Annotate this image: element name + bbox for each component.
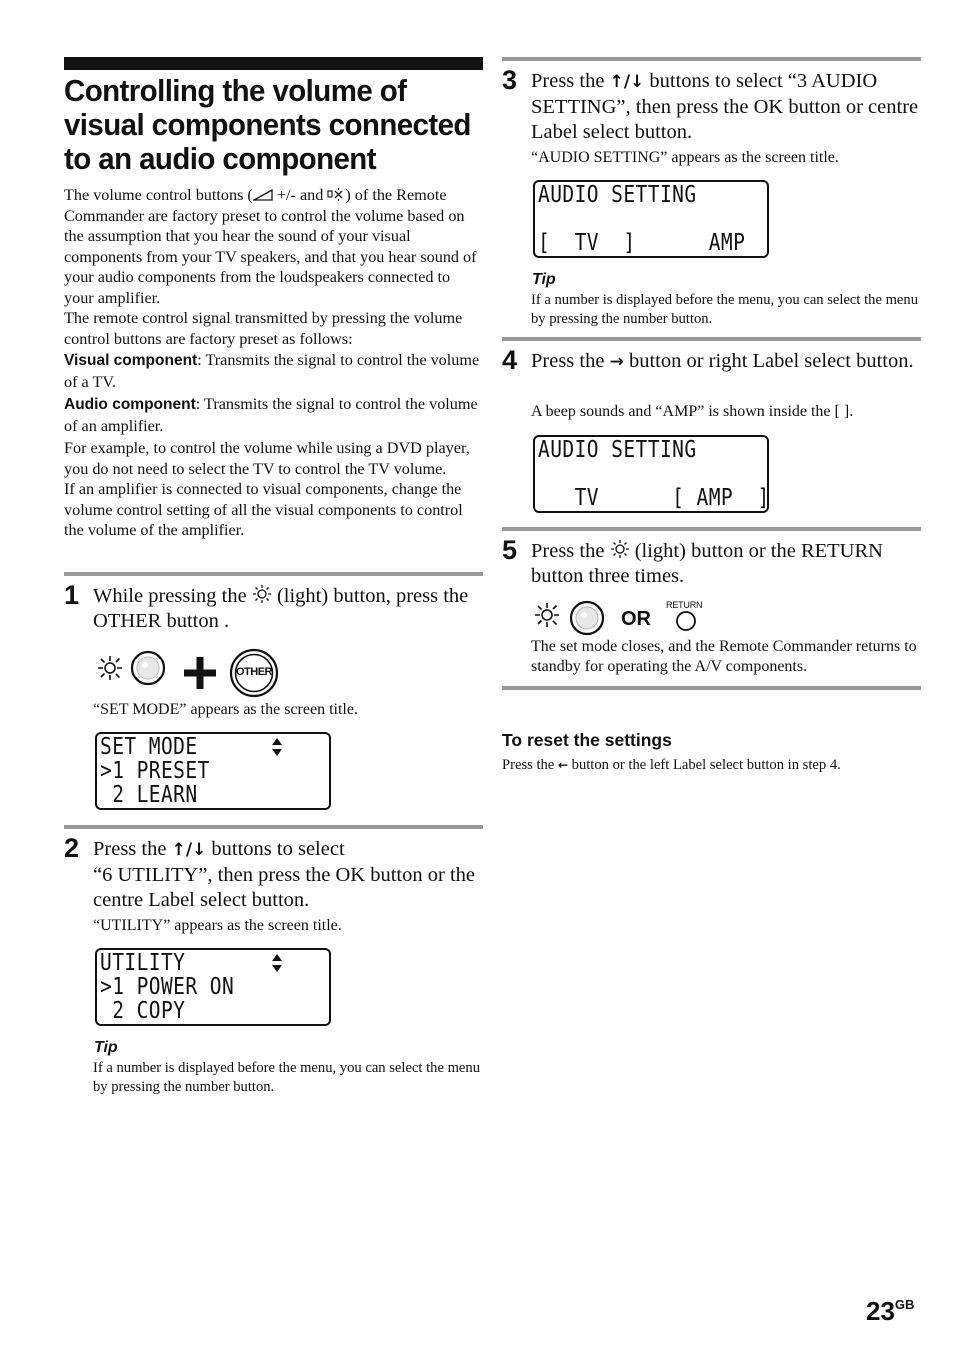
title-line-3: to an audio component	[64, 141, 376, 176]
step-2-tip-text: If a number is displayed before the menu, you can select the menu by pressing the number button.	[93, 1060, 481, 1095]
or-label: OR	[621, 608, 651, 630]
step-4-note: A beep sounds and “AMP” is shown inside the [ ].	[531, 403, 854, 420]
up-down-arrows-icon: ↑/↓	[171, 840, 207, 860]
light-icon	[252, 584, 272, 604]
page-title	[64, 74, 482, 176]
steps-end-rule	[502, 686, 921, 690]
display-line-1: AUDIO SETTING	[538, 437, 697, 463]
step-3-rule	[502, 57, 921, 61]
step-1-rule	[64, 572, 483, 576]
display-line-2: TV [ AMP ]	[538, 485, 770, 511]
reset-instruction: Press the ← button or the left Label select button in step 4.	[502, 757, 841, 773]
right-arrow-icon: →	[609, 352, 624, 372]
step-1-instruction: While pressing the (light) button, press the OTHER button .	[93, 585, 469, 632]
title-line-1: Controlling the volume of	[64, 73, 407, 108]
step-5-instruction: Press the (light) button or the RETURN button three times.	[531, 540, 883, 587]
display-line-1: UTILITY	[100, 950, 186, 976]
set-mode-display	[95, 732, 331, 810]
display-line-1: AUDIO SETTING	[538, 182, 697, 208]
intro-paragraph-4: If an amplifier is connected to visual components, change the volume control setting of all the visual components to control the volume of the amplifier.	[64, 480, 463, 539]
step-2-number: 2	[64, 833, 80, 863]
step-2-instruction: Press the ↑/↓ buttons to select “6 UTILITY”, then press the OK button or the centre Label select button.	[93, 838, 475, 911]
light-icon	[533, 601, 563, 631]
return-label: RETURN	[666, 600, 703, 610]
title-rule	[64, 57, 483, 70]
intro-text	[64, 185, 482, 541]
step-1-note: “SET MODE” appears as the screen title.	[93, 701, 358, 718]
step-3-number: 3	[502, 65, 518, 95]
light-button-icon	[130, 650, 166, 686]
step-5-rule	[502, 527, 921, 531]
audio-setting-display-2	[533, 435, 769, 513]
step-5-note: The set mode closes, and the Remote Commander returns to standby for operating the A/V components.	[531, 638, 917, 675]
step-2-rule	[64, 825, 483, 829]
step-3-tip-text: If a number is displayed before the menu, you can select the menu by pressing the number button.	[531, 292, 919, 327]
light-button-icon	[569, 600, 605, 636]
step-1-number: 1	[64, 580, 80, 610]
audio-component-definition: Audio component: Transmits the signal to control the volume of an amplifier.	[64, 395, 478, 435]
audio-setting-display-1	[533, 180, 769, 258]
display-line-2: >1 POWER ON	[100, 974, 235, 1000]
page-number: $23^{GB}$	[866, 1296, 915, 1326]
step-4-instruction: Press the → button or right Label select button.	[531, 350, 914, 372]
light-icon	[96, 654, 126, 684]
intro-paragraph-3: For example, to control the volume while using a DVD player, you do not need to select the TV to control the TV volume.	[64, 439, 470, 478]
utility-display	[95, 948, 331, 1026]
step-4-rule	[502, 337, 921, 341]
display-line-1: SET MODE	[100, 734, 198, 760]
page-number-suffix: GB	[894, 1297, 915, 1312]
light-or-return-illustration	[531, 598, 731, 638]
display-line-3: 2 LEARN	[100, 782, 198, 808]
step-3-note: “AUDIO SETTING” appears as the screen title.	[531, 149, 839, 166]
display-line-2: [ TV ] AMP	[538, 230, 746, 256]
visual-component-definition: Visual component: Transmits the signal to control the volume of a TV.	[64, 351, 480, 391]
step-3-instruction: Press the ↑/↓ buttons to select “3 AUDIO SETTING”, then press the OK button or centre Label select button.	[531, 70, 919, 143]
intro-paragraph-2: The remote control signal transmitted by pressing the volume control buttons are factory preset as follows:	[64, 309, 463, 348]
step-2-tip-label: Tip	[94, 1039, 118, 1056]
display-line-3: 2 COPY	[100, 998, 186, 1024]
step-2-note: “UTILITY” appears as the screen title.	[93, 917, 342, 934]
other-button-label: OTHER	[236, 666, 272, 678]
volume-icon	[253, 189, 273, 201]
intro-paragraph-1: The volume control buttons ( +/- and ) of the Remote Commander are factory preset to control the volume based on the assumption that you hear the sound of your visual components from your TV speakers, and that you hear sound of your audio components from the loudspeakers connected to your amplifier.	[64, 186, 477, 307]
left-arrow-icon: ←	[557, 758, 569, 772]
up-down-arrows-icon: ↑/↓	[609, 72, 645, 92]
step-5-number: 5	[502, 535, 518, 565]
other-button-icon	[229, 648, 279, 698]
plus-icon	[182, 655, 218, 691]
title-line-2: visual components connected	[64, 107, 471, 142]
scroll-up-down-icon	[271, 953, 283, 973]
display-line-2: >1 PRESET	[100, 758, 210, 784]
reset-heading: To reset the settings	[502, 730, 672, 750]
step-3-tip-label: Tip	[532, 271, 556, 288]
light-icon	[610, 539, 630, 559]
step-4-number: 4	[502, 345, 518, 375]
scroll-up-down-icon	[271, 737, 283, 757]
return-button-icon	[674, 609, 698, 633]
mute-icon	[327, 187, 345, 202]
